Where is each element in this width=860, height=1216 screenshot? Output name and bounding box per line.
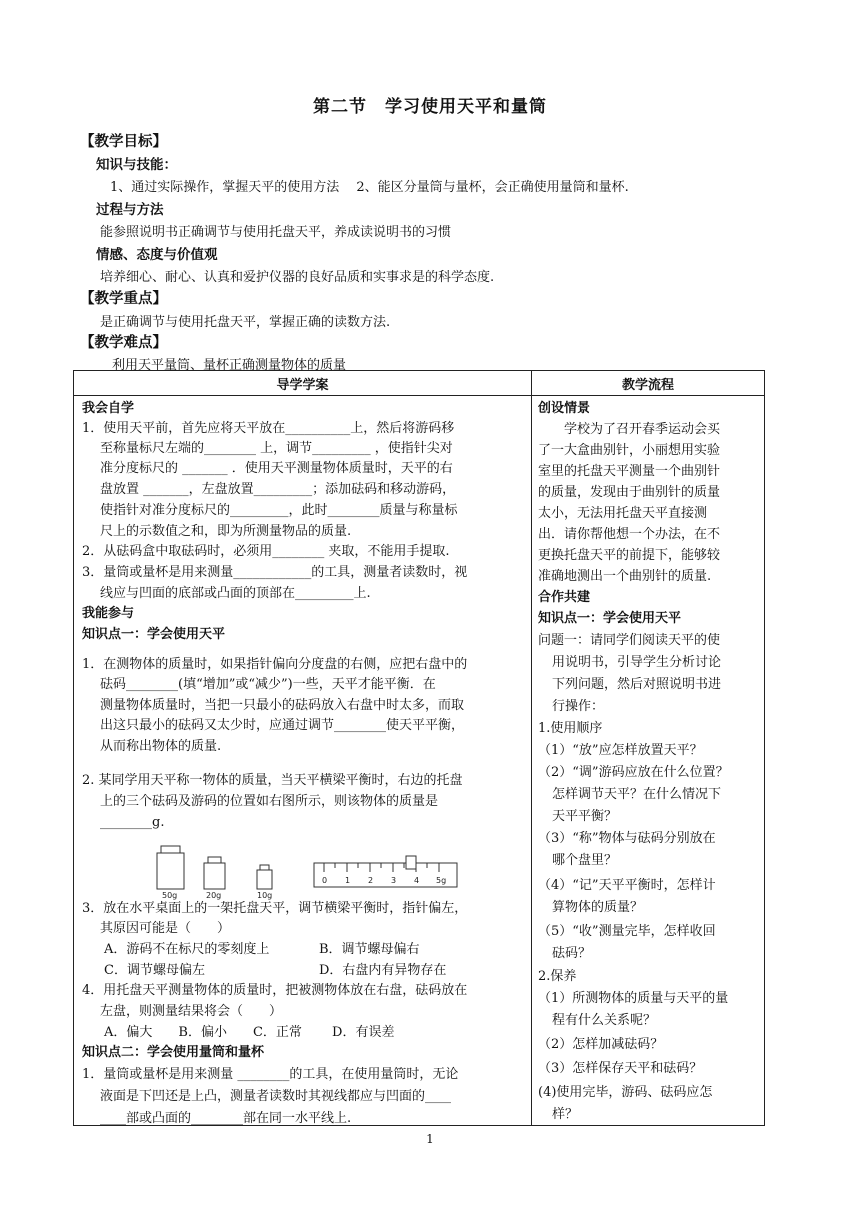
ruler-tick-label: 1 <box>345 876 351 885</box>
q3-line: 3．量筒或量杯是用来测量____________的工具，测量者读数时，视 <box>82 565 468 580</box>
scene-line: 室里的托盘天平测量一个曲别针 <box>538 464 721 479</box>
q1-line: 至称量标尺左端的________ 上，调节_________ ，使指针尖对 <box>100 441 453 456</box>
kp1-heading: 知识点一：学会使用天平 <box>82 627 226 642</box>
emotion-heading: 情感、态度与价值观 <box>96 247 218 263</box>
lesson-table <box>73 370 765 1126</box>
ruler-ticks <box>324 863 439 872</box>
ruler-tick-label: 2 <box>368 876 374 885</box>
key-text: 是正确调节与使用托盘天平，掌握正确的读数方法. <box>100 315 391 330</box>
scene-line: 了一大盒曲别针，小丽想用实验 <box>538 443 721 458</box>
weight-10g-icon <box>257 870 272 889</box>
order-item: 算物体的质量？ <box>552 900 644 915</box>
col-header-flow: 教学流程 <box>532 371 765 396</box>
q1-line: 1．使用天平前，首先应将天平放在__________上，然后将游码移 <box>82 421 455 436</box>
guide-cell <box>74 396 532 1126</box>
rider-icon <box>406 856 416 869</box>
key-heading: 【教学重点】 <box>80 291 167 307</box>
coop-heading: 合作共建 <box>538 590 591 605</box>
p3-option-d: D．右盘内有异物存在 <box>319 963 447 978</box>
care-item: 样？ <box>552 1107 579 1122</box>
page-title: 第二节 学习使用天平和量筒 <box>313 97 547 117</box>
scene-line: 出．请你帮他想一个办法，在不 <box>538 527 721 542</box>
order-item: （4）“记”天平平衡时，怎样计 <box>538 878 716 893</box>
p1-line: 砝码________(填“增加”或“减少”)一些，天平才能平衡．在 <box>100 677 436 692</box>
process-heading: 过程与方法 <box>96 202 164 218</box>
p2-line: 2. 某同学用天平称一物体的质量，当天平横梁平衡时，右边的托盘 <box>82 773 463 788</box>
self-study-heading: 我会自学 <box>82 401 135 416</box>
kp1-heading-right: 知识点一：学会使用天平 <box>538 611 682 626</box>
q1-line: 尺上的示数值之和，即为所测量物品的质量. <box>100 524 352 539</box>
q1-line: 盘放置 _______，左盘放置_________；添加砝码和移动游码， <box>100 482 456 497</box>
knowledge-text: 1、通过实际操作，掌握天平的使用方法 2、能区分量筒与量杯，会正确使用量筒和量杯. <box>110 180 629 195</box>
weight-label: 10g <box>257 891 273 900</box>
scene-line: 学校为了召开春季运动会买 <box>538 422 721 437</box>
scene-line: 更换托盘天平的前提下，能够较 <box>538 548 721 563</box>
care-item: （2）怎样加减砝码？ <box>538 1037 664 1052</box>
p1-line: 测量物体质量时，当把一只最小的砝码放入右盘中时太多，而取 <box>100 698 465 713</box>
p4-line: 4．用托盘天平测量物体的质量时，把被测物体放在右盘，砝码放在 <box>82 983 468 998</box>
weight-label: 20g <box>206 891 222 900</box>
q1-line: 使指针对准分度标尺的_________，此时________质量与称量标 <box>100 503 458 518</box>
order-heading: 1.使用顺序 <box>538 721 603 736</box>
goals-heading: 【教学目标】 <box>80 134 167 150</box>
k2-line: ____部或凸面的________部在同一水平线上. <box>100 1111 352 1126</box>
weight-label: 50g <box>162 891 178 900</box>
p3-line: 3．放在水平桌面上的一架托盘天平，调节横梁平衡时，指针偏左， <box>82 901 468 916</box>
question-line: 行操作： <box>552 699 605 714</box>
q2-line: 2．从砝码盒中取砝码时，必须用________ 夹取，不能用手提取. <box>82 544 450 559</box>
participate-heading: 我能参与 <box>82 606 135 621</box>
order-item: 砝码？ <box>552 946 592 961</box>
difficult-text: 利用天平量筒、量杯正确测量物体的质量 <box>112 358 347 373</box>
difficult-heading: 【教学难点】 <box>80 335 167 351</box>
scene-line: 的质量，发现由于曲别针的质量 <box>538 485 721 500</box>
question-line: 用说明书，引导学生分析讨论 <box>552 655 722 670</box>
p1-line: 1．在测物体的质量时，如果指针偏向分度盘的右侧，应把右盘中的 <box>82 657 468 672</box>
k2-line: 1．量筒或量杯是用来测量 ________的工具，在使用量筒时，无论 <box>82 1067 459 1082</box>
scene-line: 准确地测出一个曲别针的质量. <box>538 569 712 584</box>
care-item: （1）所测物体的质量与天平的量 <box>538 991 729 1006</box>
weights-figure <box>144 832 464 900</box>
order-item: 怎样调节天平？在什么情况下 <box>552 787 722 802</box>
question-line: 问题一：请同学们阅读天平的使 <box>538 633 721 648</box>
p3-option-a: A．游码不在标尺的零刻度上 <box>104 942 270 957</box>
ruler-tick-label: 4 <box>414 876 420 885</box>
care-item: 程有什么关系呢？ <box>552 1013 657 1028</box>
page-number: 1 <box>426 1132 434 1146</box>
care-heading: 2.保养 <box>538 969 577 984</box>
weight-50g-icon <box>157 853 184 889</box>
col-header-guide: 导学学案 <box>74 371 532 396</box>
p1-line: 从而称出物体的质量. <box>100 739 222 754</box>
p1-line: 出这只最小的砝码又太少时，应通过调节________使天平平衡， <box>100 718 465 733</box>
order-item: （3）“称”物体与砝码分别放在 <box>538 831 716 846</box>
order-item: （1）“放”应怎样放置天平？ <box>538 743 703 758</box>
p2-line: ________g. <box>100 815 165 830</box>
p4-options: A．偏大 B．偏小 C．正常 D．有误差 <box>104 1025 395 1040</box>
p2-line: 上的三个砝码及游码的位置如右图所示，则该物体的质量是 <box>100 794 439 809</box>
process-text: 能参照说明书正确调节与使用托盘天平，养成读说明书的习惯 <box>100 225 452 240</box>
ruler-tick-label: 5g <box>436 876 447 885</box>
flow-cell <box>532 396 765 1126</box>
k2-line: 液面是下凹还是上凸，测量者读数时其视线都应与凹面的____ <box>100 1089 452 1104</box>
p3-option-b: B．调节螺母偏右 <box>319 942 420 957</box>
order-item: 哪个盘里？ <box>552 853 618 868</box>
care-item: (4)使用完毕，游码、砝码应怎 <box>538 1085 713 1100</box>
care-item: （3）怎样保存天平和砝码？ <box>538 1061 703 1076</box>
scene-heading: 创设情景 <box>538 401 591 416</box>
q3-line: 线应与凹面的底部或凸面的顶部在_________上. <box>100 586 371 601</box>
order-item: （5）“收”测量完毕，怎样收回 <box>538 924 716 939</box>
kp2-heading: 知识点二：学会使用量筒和量杯 <box>82 1045 265 1060</box>
scene-line: 太小，无法用托盘天平直接测 <box>538 506 708 521</box>
p3-line: 其原因可能是（ ） <box>100 921 231 936</box>
knowledge-heading: 知识与技能： <box>96 157 177 173</box>
p3-option-c: C．调节螺母偏左 <box>104 963 205 978</box>
order-item: 天平平衡？ <box>552 809 618 824</box>
weight-20g-icon <box>204 863 225 889</box>
ruler-tick-label: 3 <box>391 876 397 885</box>
ruler-tick-label: 0 <box>322 876 328 885</box>
emotion-text: 培养细心、耐心、认真和爱护仪器的良好品质和实事求是的科学态度. <box>100 270 495 285</box>
order-item: （2）“调”游码应放在什么位置？ <box>538 765 729 780</box>
q1-line: 准分度标尺的 _______ ．使用天平测量物体质量时，天平的右 <box>100 461 453 476</box>
p4-line: 左盘，则测量结果将会（ ） <box>100 1004 283 1019</box>
question-line: 下列问题，然后对照说明书进 <box>552 677 722 692</box>
